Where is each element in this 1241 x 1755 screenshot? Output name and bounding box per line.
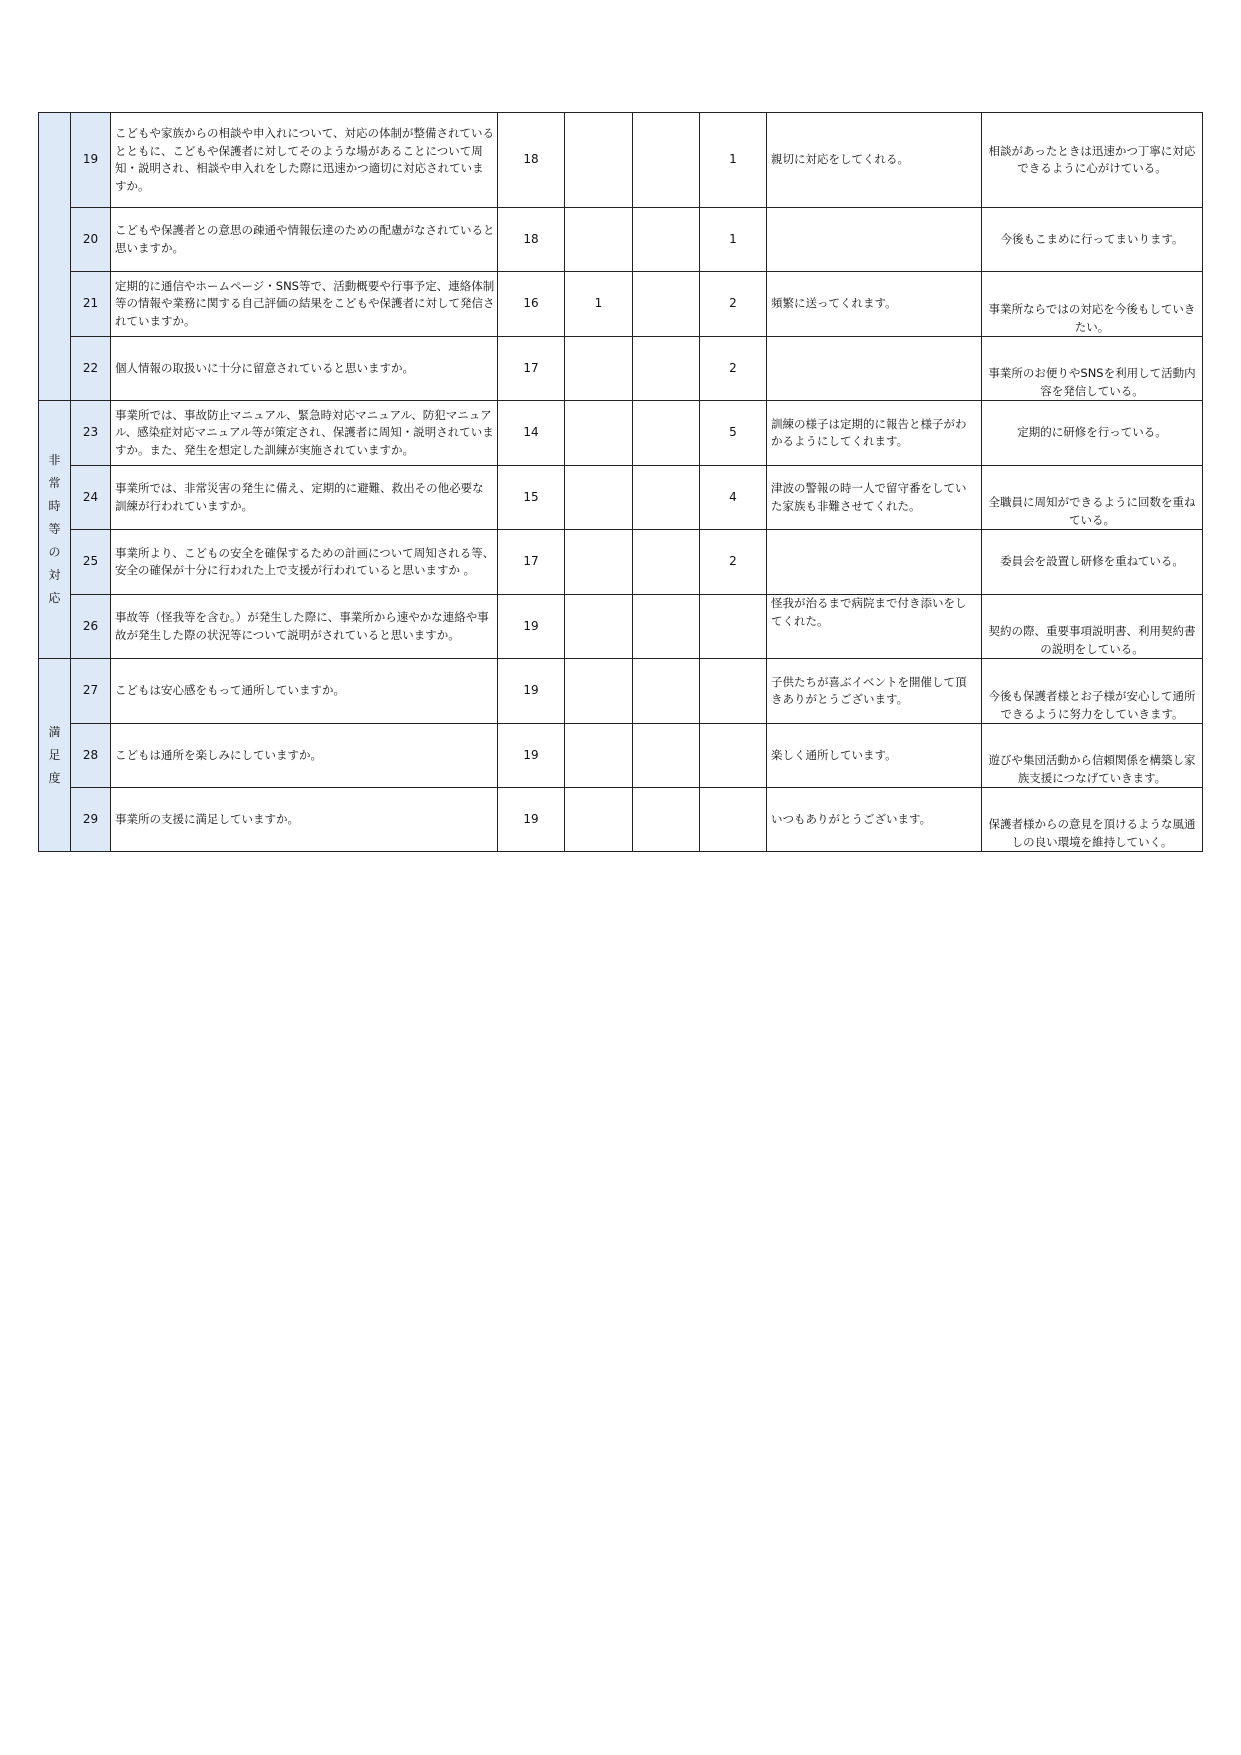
table-row	[39, 401, 1203, 466]
row-number: 23	[71, 401, 111, 466]
row-number: 29	[71, 788, 111, 852]
category-label: 非常時等の対応	[48, 453, 61, 605]
row-number: 25	[71, 530, 111, 595]
count-yes: 19	[498, 659, 565, 724]
count-unknown	[633, 337, 700, 401]
count-yes: 19	[498, 724, 565, 788]
count-yes: 14	[498, 401, 565, 466]
count-unknown	[633, 724, 700, 788]
category-cell	[39, 659, 71, 852]
count-no	[565, 788, 633, 852]
guardian-comment	[767, 208, 982, 272]
count-no-answer: 1	[700, 208, 767, 272]
category-cell	[39, 113, 71, 401]
row-number: 20	[71, 208, 111, 272]
row-number: 28	[71, 724, 111, 788]
guardian-comment: 楽しく通所しています。	[767, 724, 982, 788]
count-no-answer	[700, 724, 767, 788]
row-number: 27	[71, 659, 111, 724]
question-cell: こどもは通所を楽しみにしていますか。	[111, 724, 498, 788]
question-cell: 事業所の支援に満足していますか。	[111, 788, 498, 852]
question-cell: こどもは安心感をもって通所していますか。	[111, 659, 498, 724]
count-no-answer: 2	[700, 530, 767, 595]
category-cell	[39, 401, 71, 659]
table-row	[39, 113, 1203, 208]
guardian-comment	[767, 530, 982, 595]
guardian-comment: 子供たちが喜ぶイベントを開催して頂きありがとうございます。	[767, 659, 982, 724]
count-yes: 18	[498, 208, 565, 272]
facility-response: 事業所のお便りやSNSを利用して活動内容を発信している。	[982, 337, 1203, 401]
count-yes: 15	[498, 466, 565, 530]
facility-response: 定期的に研修を行っている。	[982, 401, 1203, 466]
count-no-answer: 2	[700, 337, 767, 401]
facility-response: 保護者様からの意見を頂けるような風通しの良い環境を維持していく。	[982, 788, 1203, 852]
count-no-answer: 1	[700, 113, 767, 208]
count-no	[565, 659, 633, 724]
count-no	[565, 466, 633, 530]
guardian-comment: 訓練の様子は定期的に報告と様子がわかるようにしてくれます。	[767, 401, 982, 466]
category-label: 満足度	[48, 724, 61, 785]
question-cell: 事業所では、事故防止マニュアル、緊急時対応マニュアル、防犯マニュアル、感染症対応マニュアル等が策定され、保護者に周知・説明されていますか。また、発生を想定した訓練が実施されていますか。	[111, 401, 498, 466]
table-row	[39, 788, 1203, 852]
evaluation-table	[38, 112, 1203, 852]
count-unknown	[633, 595, 700, 659]
count-unknown	[633, 208, 700, 272]
table-row	[39, 595, 1203, 659]
table-row	[39, 208, 1203, 272]
count-yes: 19	[498, 788, 565, 852]
facility-response: 全職員に周知ができるように回数を重ねている。	[982, 466, 1203, 530]
count-no-answer: 5	[700, 401, 767, 466]
count-no	[565, 337, 633, 401]
question-cell: 個人情報の取扱いに十分に留意されていると思いますか。	[111, 337, 498, 401]
count-yes: 18	[498, 113, 565, 208]
count-unknown	[633, 272, 700, 337]
count-no	[565, 113, 633, 208]
count-no	[565, 724, 633, 788]
count-yes: 19	[498, 595, 565, 659]
guardian-comment: 津波の警報の時一人で留守番をしていた家族も非難させてくれた。	[767, 466, 982, 530]
count-unknown	[633, 788, 700, 852]
count-yes: 17	[498, 337, 565, 401]
table-row	[39, 530, 1203, 595]
table-row	[39, 337, 1203, 401]
question-cell: 定期的に通信やホームページ・SNS等で、活動概要や行事予定、連絡体制等の情報や業務に関する自己評価の結果をこどもや保護者に対して発信されていますか。	[111, 272, 498, 337]
count-unknown	[633, 401, 700, 466]
guardian-comment: 怪我が治るまで病院まで付き添いをしてくれた。	[767, 595, 982, 659]
count-unknown	[633, 113, 700, 208]
facility-response: 契約の際、重要事項説明書、利用契約書の説明をしている。	[982, 595, 1203, 659]
guardian-comment: いつもありがとうございます。	[767, 788, 982, 852]
count-no-answer	[700, 659, 767, 724]
row-number: 22	[71, 337, 111, 401]
facility-response: 今後も保護者様とお子様が安心して通所できるように努力をしていきます。	[982, 659, 1203, 724]
facility-response: 相談があったときは迅速かつ丁寧に対応できるように心がけている。	[982, 113, 1203, 208]
row-number: 21	[71, 272, 111, 337]
table-row	[39, 659, 1203, 724]
count-unknown	[633, 659, 700, 724]
count-no-answer: 4	[700, 466, 767, 530]
count-no-answer: 2	[700, 272, 767, 337]
count-no	[565, 595, 633, 659]
count-unknown	[633, 466, 700, 530]
question-cell: こどもや家族からの相談や申入れについて、対応の体制が整備されているとともに、こどもや保護者に対してそのような場があることについて周知・説明され、相談や申入れをした際に迅速かつ適切に対応されていますか。	[111, 113, 498, 208]
row-number: 26	[71, 595, 111, 659]
question-cell: 事故等（怪我等を含む。）が発生した際に、事業所から速やかな連絡や事故が発生した際の状況等について説明がされていると思いますか。	[111, 595, 498, 659]
question-cell: 事業所より、こどもの安全を確保するための計画について周知される等、安全の確保が十分に行われた上で支援が行われていると思いますか 。	[111, 530, 498, 595]
table-row	[39, 466, 1203, 530]
facility-response: 事業所ならではの対応を今後もしていきたい。	[982, 272, 1203, 337]
facility-response: 遊びや集団活動から信頼関係を構築し家族支援につなげていきます。	[982, 724, 1203, 788]
count-unknown	[633, 530, 700, 595]
count-no	[565, 530, 633, 595]
count-yes: 17	[498, 530, 565, 595]
count-no	[565, 401, 633, 466]
guardian-comment: 親切に対応をしてくれる。	[767, 113, 982, 208]
count-no-answer	[700, 788, 767, 852]
row-number: 19	[71, 113, 111, 208]
count-no: 1	[565, 272, 633, 337]
table-row	[39, 724, 1203, 788]
table-row	[39, 272, 1203, 337]
question-cell: 事業所では、非常災害の発生に備え、定期的に避難、救出その他必要な訓練が行われていますか。	[111, 466, 498, 530]
question-cell: こどもや保護者との意思の疎通や情報伝達のための配慮がなされていると思いますか。	[111, 208, 498, 272]
count-yes: 16	[498, 272, 565, 337]
row-number: 24	[71, 466, 111, 530]
count-no-answer	[700, 595, 767, 659]
facility-response: 委員会を設置し研修を重ねている。	[982, 530, 1203, 595]
guardian-comment	[767, 337, 982, 401]
count-no	[565, 208, 633, 272]
guardian-comment: 頻繁に送ってくれます。	[767, 272, 982, 337]
facility-response: 今後もこまめに行ってまいります。	[982, 208, 1203, 272]
